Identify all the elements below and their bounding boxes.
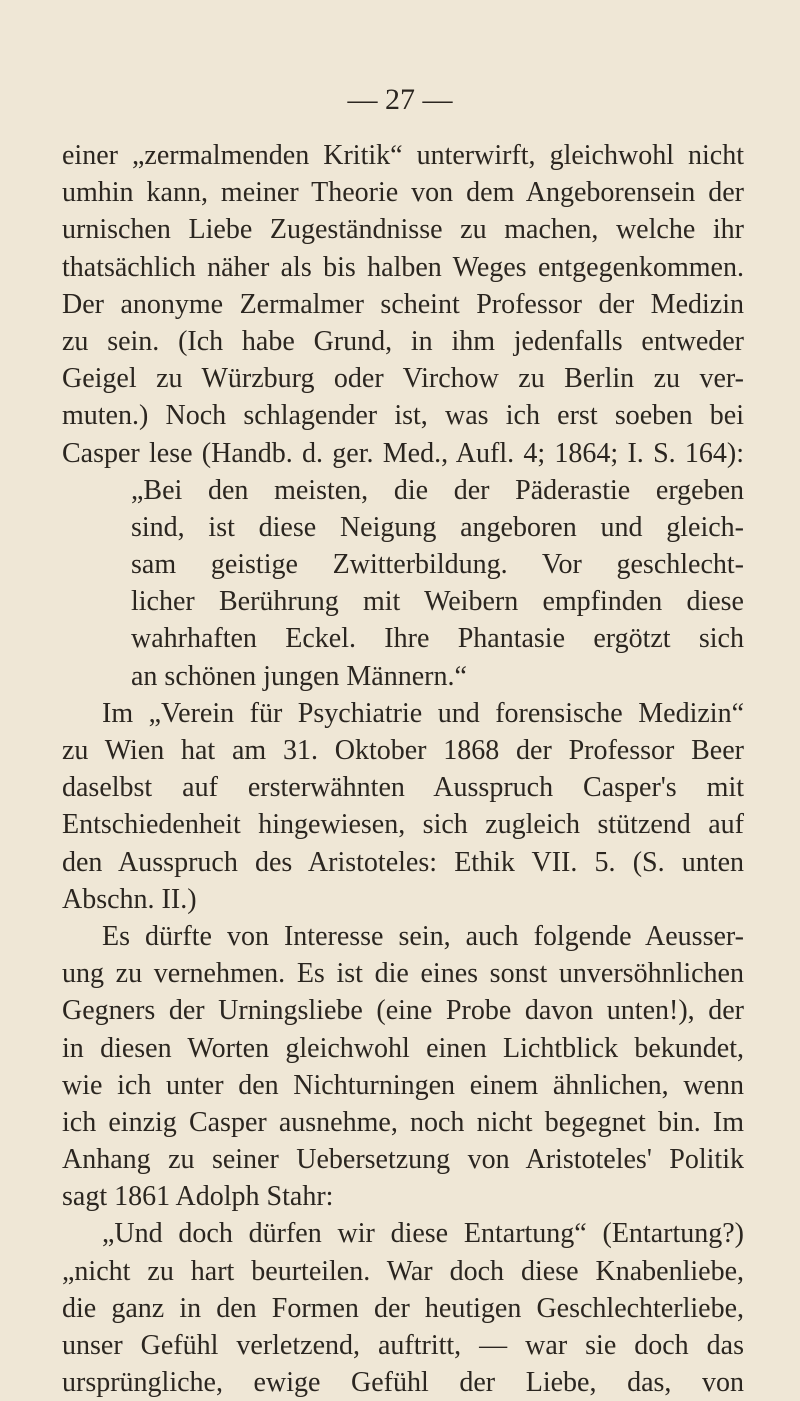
text-line: „nicht zu hart beurteilen. War doch diese Knabenliebe, bbox=[62, 1255, 744, 1287]
text-line: thatsächlich näher als bis halben Weges entgegenkommen. bbox=[62, 251, 744, 283]
text-line: licher Berührung mit Weibern empfinden diese bbox=[131, 586, 744, 618]
text-line: ursprüngliche, ewige Gefühl der Liebe, das, von bbox=[62, 1367, 744, 1399]
text-line: Es dürfte von Interesse sein, auch folgende Aeusser- bbox=[102, 920, 744, 952]
text-line: urnischen Liebe Zugeständnisse zu machen, welche ihr bbox=[62, 214, 744, 246]
text-line: wie ich unter den Nichturningen einem ähnlichen, wenn bbox=[62, 1069, 744, 1101]
text-line: zu Wien hat am 31. Oktober 1868 der Professor Beer bbox=[62, 735, 744, 766]
text-line: den Ausspruch des Aristoteles: Ethik VII. 5. (S. unten bbox=[62, 846, 744, 878]
text-line: Entschiedenheit hingewiesen, sich zugleich stützend auf bbox=[62, 809, 744, 841]
block-quote bbox=[131, 472, 744, 695]
body-text bbox=[62, 137, 744, 1401]
text-line: zu sein. (Ich habe Grund, in ihm jedenfalls entweder bbox=[62, 325, 744, 357]
text-line: sam geistige Zwitterbildung. Vor geschlecht- bbox=[131, 549, 744, 581]
text-line: Der anonyme Zermalmer scheint Professor der Medizin bbox=[62, 288, 744, 320]
text-line: ung zu vernehmen. Es ist die eines sonst unversöhnlichen bbox=[62, 958, 744, 990]
text-line: Gegners der Urningsliebe (eine Probe davon unten!), der bbox=[62, 995, 744, 1027]
text-line: „Und doch dürfen wir diese Entartung“ (Entartung?) bbox=[102, 1218, 744, 1250]
text-line: Casper lese (Handb. d. ger. Med., Aufl. 4; 1864; I. S. 164): bbox=[62, 437, 744, 469]
text-line: die ganz in den Formen der heutigen Geschlechterliebe, bbox=[62, 1292, 744, 1324]
text-line: daselbst auf ersterwähnten Ausspruch Casper's mit bbox=[62, 772, 744, 804]
text-line: umhin kann, meiner Theorie von dem Angeborensein der bbox=[62, 177, 744, 209]
text-line: Abschn. II.) bbox=[62, 883, 197, 915]
text-line: Anhang zu seiner Uebersetzung von Aristoteles' Politik bbox=[62, 1144, 744, 1176]
text-line: an schönen jungen Männern.“ bbox=[131, 660, 467, 692]
text-line: in diesen Worten gleichwohl einen Lichtblick bekundet, bbox=[62, 1032, 744, 1064]
paragraph bbox=[62, 1215, 744, 1401]
text-line: einer „zermalmenden Kritik“ unterwirft, gleichwohl nicht bbox=[62, 140, 744, 171]
text-line: ich einzig Casper ausnehme, noch nicht begegnet bin. Im bbox=[62, 1106, 744, 1138]
paragraph bbox=[62, 695, 744, 918]
text-line: Im „Verein für Psychiatrie und forensische Medizin“ bbox=[102, 697, 744, 729]
paragraph bbox=[62, 137, 744, 472]
text-line: Geigel zu Würzburg oder Virchow zu Berlin zu ver- bbox=[62, 363, 744, 395]
text-line: sagt 1861 Adolph Stahr: bbox=[62, 1181, 334, 1213]
text-line: muten.) Noch schlagender ist, was ich erst soeben bei bbox=[62, 400, 744, 432]
text-line: unser Gefühl verletzend, auftritt, — war sie doch das bbox=[62, 1330, 744, 1361]
text-line: sind, ist diese Neigung angeboren und gleich- bbox=[131, 511, 744, 543]
text-line: wahrhaften Eckel. Ihre Phantasie ergötzt sich bbox=[131, 623, 744, 655]
page-number: — 27 — bbox=[347, 83, 453, 116]
paragraph bbox=[62, 918, 744, 1216]
text-line: „Bei den meisten, die der Päderastie ergeben bbox=[131, 474, 744, 506]
